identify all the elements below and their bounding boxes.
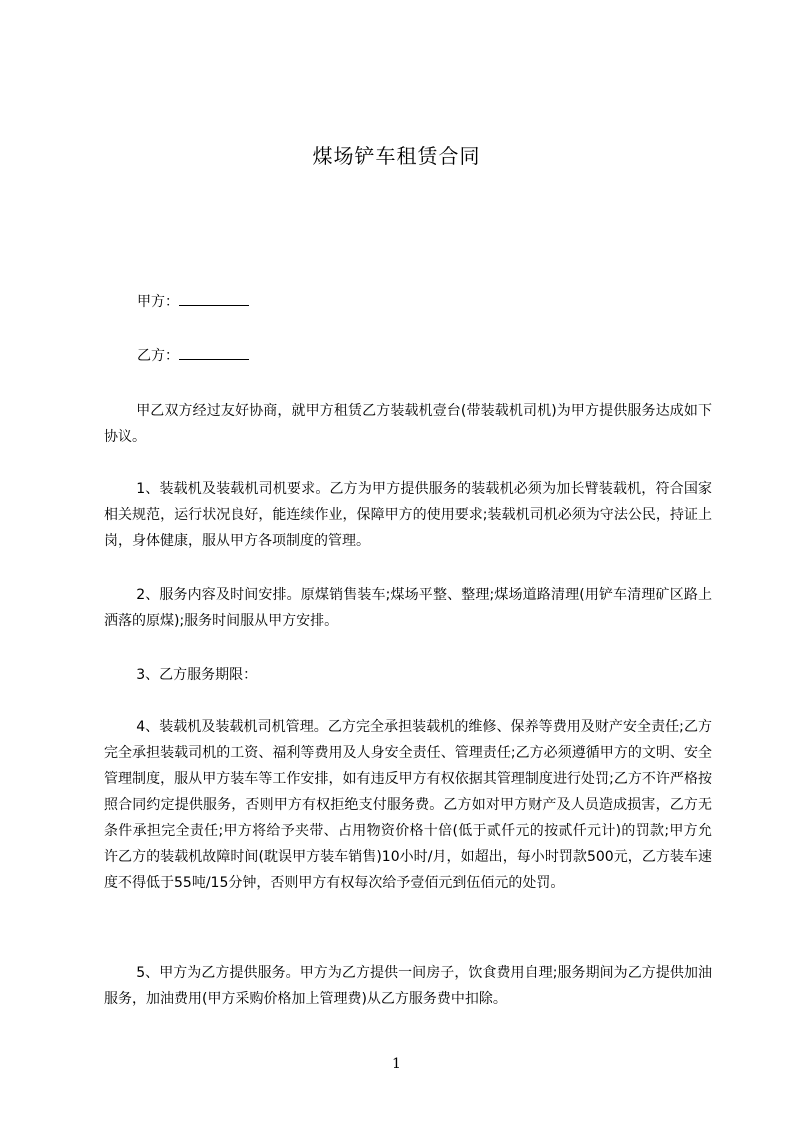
party-b-field: [137, 346, 249, 365]
clause-4: 4、装载机及装载机司机管理。乙方完全承担装载机的维修、保养等费用及财产安全责任;乙方完全承担装载司机的工资、福利等费用及人身安全责任、管理责任;乙方必须遵循甲方的文明、安全管理制度，服从甲方装车等工作安排，如有违反甲方有权依据其管理制度进行处罚;乙方不许严格按照合同约定提供服务，否则甲方有权拒绝支付服务费。乙方如对甲方财产及人员造成损害，乙方无条件承担完全责任;甲方将给予夹带、占用物资价格十倍(低于贰仟元的按贰仟元计)的罚款;甲方允许乙方的装载机故障时间(耽误甲方装车销售)10小时/月，如超出，每小时罚款500元，乙方装车速度不得低于55吨/15分钟，否则甲方有权每次给予壹佰元到伍佰元的处罚。: [104, 719, 712, 891]
intro-paragraph: 甲乙双方经过友好协商，就甲方租赁乙方装载机壹台(带装载机司机)为甲方提供服务达成如下协议。: [104, 403, 712, 445]
party-a-field: [137, 292, 249, 311]
party-b-blank: [179, 346, 249, 360]
clause-2: 2、服务内容及时间安排。原煤销售装车;煤场平整、整理;煤场道路清理(用铲车清理矿区路上洒落的原煤);服务时间服从甲方安排。: [104, 587, 712, 629]
clause-1: 1、装载机及装载机司机要求。乙方为甲方提供服务的装载机必须为加长臂装载机，符合国家相关规范，运行状况良好，能连续作业，保障甲方的使用要求;装载机司机必须为守法公民，持证上岗，身体健康，服从甲方各项制度的管理。: [104, 481, 712, 549]
page-number: 1: [392, 1056, 401, 1072]
clause-5: 5、甲方为乙方提供服务。甲方为乙方提供一间房子，饮食费用自理;服务期间为乙方提供加油服务，加油费用(甲方采购价格加上管理费)从乙方服务费中扣除。: [104, 965, 712, 1007]
party-b-label: 乙方：: [137, 348, 179, 364]
party-a-blank: [179, 292, 249, 306]
clause-3: 3、乙方服务期限：: [136, 667, 258, 683]
document-title: 煤场铲车租赁合同: [312, 144, 481, 168]
party-a-label: 甲方：: [137, 294, 179, 310]
